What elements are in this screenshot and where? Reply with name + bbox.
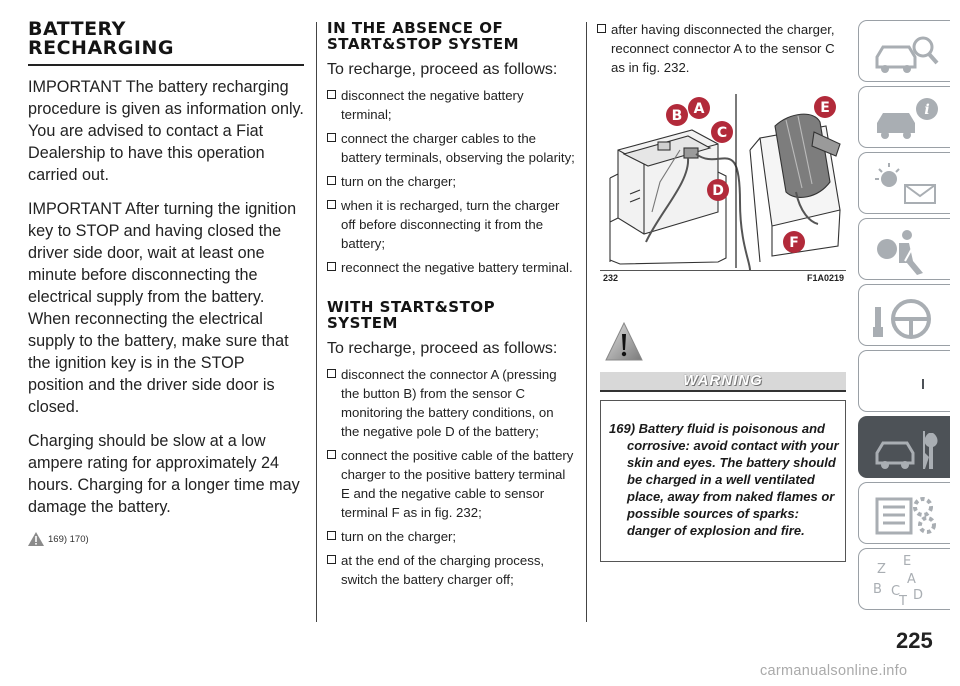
lead-text: To recharge, proceed as follows:	[327, 61, 558, 78]
list-item-text: when it is recharged, turn the charger off before disconnecting it from the battery;	[341, 198, 560, 251]
paragraph: Charging should be slow at a low ampere rating for approximately 24 hours. Charging for a longer time may damage the battery.	[28, 432, 300, 516]
label-f: F	[789, 235, 799, 251]
figure-number: 232	[603, 273, 619, 283]
list-item	[327, 129, 575, 167]
list-item	[597, 20, 847, 77]
chapter-tab[interactable]	[858, 482, 950, 544]
lead-text: To recharge, proceed as follows:	[327, 340, 558, 357]
checkbox-bullet-icon	[327, 369, 336, 378]
heading-line: IN THE ABSENCE OF	[327, 19, 504, 37]
list-item	[327, 446, 575, 522]
label-b: B	[671, 108, 683, 124]
index-letter: E	[903, 555, 912, 569]
warning-triangle-icon	[605, 322, 643, 362]
list-item	[327, 196, 575, 253]
column-battery-recharging	[28, 20, 304, 546]
column-figure-warning	[597, 20, 847, 82]
label-d: D	[712, 183, 724, 199]
checkbox-bullet-icon	[327, 133, 336, 142]
list-item	[327, 365, 575, 441]
label-e: E	[820, 100, 830, 116]
label-a: A	[693, 101, 705, 117]
warning-box	[600, 400, 846, 562]
checkbox-bullet-icon	[327, 450, 336, 459]
list-item-text: connect the positive cable of the battery charger to the positive battery terminal E and the negative cable to sensor terminal F as in fig. 232;	[341, 448, 574, 520]
paragraph: IMPORTANT The battery recharging procedure is given as information only. You are advised to contact a Fiat Dealership to have this operation carried out.	[28, 78, 304, 184]
chapter-tab[interactable]	[858, 284, 950, 346]
heading-line: SYSTEM	[327, 314, 398, 332]
chapter-tabs	[858, 20, 954, 614]
heading-line: WITH START&STOP	[327, 298, 496, 316]
warning-refs: 169) 170)	[48, 533, 89, 545]
checkbox-bullet-icon	[327, 262, 336, 271]
steering-icon	[869, 291, 943, 341]
warning-triangle-icon	[28, 532, 44, 546]
list-item-text: at the end of the charging process, switch the battery charger off;	[341, 553, 545, 587]
bullet-list	[327, 86, 575, 277]
figure-code: F1A0219	[806, 273, 844, 283]
alphabet-index-icon	[869, 555, 943, 605]
bullet-list	[327, 365, 575, 589]
index-letter: B	[873, 582, 882, 597]
list-item-text: turn on the charger;	[341, 174, 457, 189]
heading-line: START&STOP SYSTEM	[327, 35, 520, 53]
warning-title: WARNING	[600, 372, 846, 392]
list-item-text: turn on the charger;	[341, 529, 457, 544]
index-letter: A	[907, 572, 916, 587]
list-item-text: after having disconnected the charger, reconnect connector A to the sensor C as in fig. 232.	[611, 22, 835, 75]
list-item	[327, 527, 575, 546]
index-letter: C	[891, 584, 901, 599]
list-item	[327, 551, 575, 589]
heading-rule	[28, 64, 304, 66]
paragraph: IMPORTANT After turning the ignition key to STOP and having closed the driver side door, wait at least one minute before disconnecting the electrical supply from the battery. When reconnecting the electrical supply to the battery, make sure that the ignition key is in the STOP position and the driver side door is closed.	[28, 200, 297, 416]
index-letter: T	[899, 594, 907, 605]
list-item-text: reconnect the negative battery terminal.	[341, 260, 573, 275]
list-item	[327, 258, 575, 277]
heading-line: RECHARGING	[28, 37, 174, 59]
car-search-icon	[869, 27, 943, 77]
section-heading	[327, 20, 575, 52]
settings-list-icon	[869, 489, 943, 539]
chapter-tab[interactable]	[858, 548, 950, 610]
watermark: carmanualsonline.info	[760, 663, 908, 679]
heading-line: BATTERY	[28, 18, 126, 40]
checkbox-bullet-icon	[327, 531, 336, 540]
list-item-text: connect the charger cables to the battery terminals, observing the polarity;	[341, 131, 575, 165]
battery-figure	[600, 92, 846, 270]
figure-rule	[600, 270, 846, 271]
section-heading	[28, 20, 304, 58]
label-c: C	[716, 125, 728, 141]
column-divider	[316, 22, 317, 622]
checkbox-bullet-icon	[327, 200, 336, 209]
section-heading	[327, 299, 575, 331]
chapter-tab[interactable]	[858, 152, 950, 214]
airbag-seat-icon	[869, 225, 943, 275]
list-item	[327, 86, 575, 124]
battery-illustration	[600, 92, 846, 270]
checkbox-bullet-icon	[327, 555, 336, 564]
index-letter: D	[913, 588, 924, 603]
car-service-icon	[869, 423, 943, 473]
column-recharge-procedure	[327, 20, 575, 594]
list-item-text: disconnect the negative battery terminal;	[341, 88, 524, 122]
car-info-icon	[869, 93, 943, 143]
index-letter: Z	[877, 562, 886, 577]
warning-text: 169) Battery fluid is poisonous and corrosive: avoid contact with your skin and eyes. The battery should be charged in a well ventilated place, away from naked flames or possible sources of sparks: danger of explosion and fire.	[609, 421, 839, 538]
chapter-tab[interactable]	[858, 218, 950, 280]
warning-reference	[28, 532, 304, 546]
checkbox-bullet-icon	[327, 90, 336, 99]
chapter-tab[interactable]	[858, 20, 950, 82]
car-breakdown-icon	[869, 357, 943, 407]
column-divider	[586, 22, 587, 622]
checkbox-bullet-icon	[597, 24, 606, 33]
page-number: 225	[896, 628, 933, 653]
bullet-list	[597, 20, 847, 77]
chapter-tab[interactable]	[858, 350, 950, 412]
chapter-tab[interactable]	[858, 416, 950, 478]
checkbox-bullet-icon	[327, 176, 336, 185]
list-item	[327, 172, 575, 191]
list-item-text: disconnect the connector A (pressing the button B) from the sensor C monitoring the battery conditions, on the negative pole D of the battery;	[341, 367, 557, 439]
lights-mail-icon	[869, 159, 943, 209]
figure-caption	[603, 273, 844, 283]
chapter-tab[interactable]	[858, 86, 950, 148]
svg-text:i: i	[924, 102, 930, 118]
